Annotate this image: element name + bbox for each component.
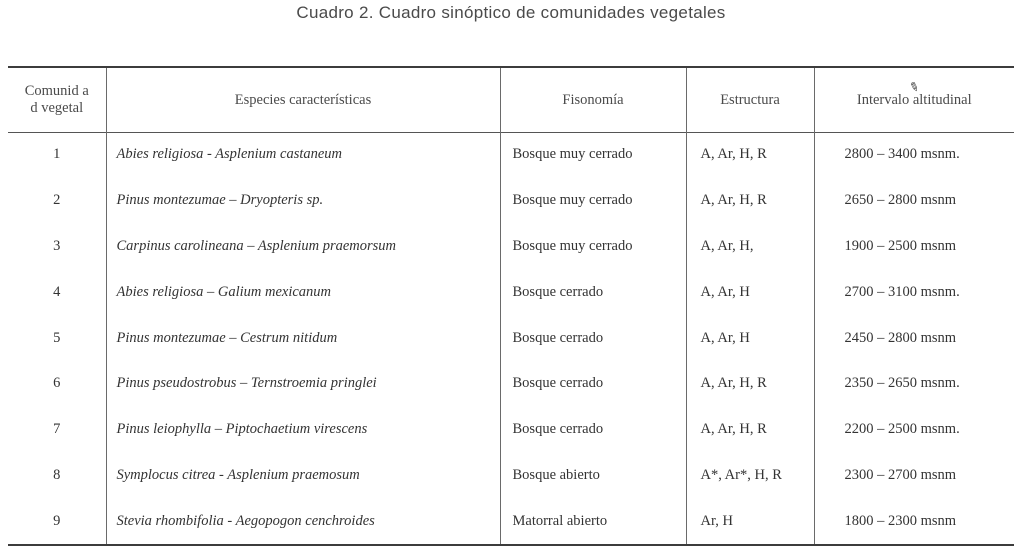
cell-fisonomia: Bosque cerrado bbox=[500, 407, 686, 453]
cell-num: 5 bbox=[53, 329, 61, 346]
cell-estructura: A, Ar, H bbox=[686, 269, 814, 315]
cell-fisonomia: Matorral abierto bbox=[500, 498, 686, 544]
cell-num: 7 bbox=[53, 421, 61, 438]
table-row bbox=[8, 315, 1014, 361]
cell-fisonomia: Bosque muy cerrado bbox=[500, 224, 686, 270]
cell-estructura: A, Ar, H, bbox=[686, 224, 814, 270]
header-fisonomia: Fisonomía bbox=[500, 68, 686, 132]
cell-especies: Pinus leiophylla – Piptochaetium virescens bbox=[106, 407, 500, 453]
cell-num: 1 bbox=[53, 146, 61, 163]
cell-intervalo: 2650 – 2800 msnm bbox=[814, 178, 1014, 224]
table-row bbox=[8, 178, 1014, 224]
header-intervalo: Intervalo altitudinal bbox=[814, 68, 1014, 132]
cell-intervalo: 2450 – 2800 msnm bbox=[814, 315, 1014, 361]
cell-fisonomia: Bosque cerrado bbox=[500, 315, 686, 361]
cell-intervalo: 1800 – 2300 msnm bbox=[814, 498, 1014, 544]
cell-intervalo: 1900 – 2500 msnm bbox=[814, 224, 1014, 270]
cell-fisonomia: Bosque muy cerrado bbox=[500, 132, 686, 178]
table-row bbox=[8, 498, 1014, 544]
cell-estructura: A, Ar, H, R bbox=[686, 132, 814, 178]
cell-intervalo: 2700 – 3100 msnm. bbox=[814, 269, 1014, 315]
cell-num: 8 bbox=[53, 466, 61, 483]
cell-especies: Pinus pseudostrobus – Ternstroemia pringlei bbox=[106, 361, 500, 407]
cell-especies: Pinus montezumae – Cestrum nitidum bbox=[106, 315, 500, 361]
cell-especies: Stevia rhombifolia - Aegopogon cenchroides bbox=[106, 498, 500, 544]
cell-fisonomia: Bosque muy cerrado bbox=[500, 178, 686, 224]
header-estructura: Estructura bbox=[686, 68, 814, 132]
cell-intervalo: 2800 – 3400 msnm. bbox=[814, 132, 1014, 178]
cell-especies: Abies religiosa - Asplenium castaneum bbox=[106, 132, 500, 178]
cell-especies: Carpinus carolineana – Asplenium praemorsum bbox=[106, 224, 500, 270]
cell-estructura: Ar, H bbox=[686, 498, 814, 544]
vegetation-table bbox=[8, 68, 1014, 544]
cell-estructura: A, Ar, H, R bbox=[686, 178, 814, 224]
bottom-rule bbox=[8, 544, 1014, 546]
table-row bbox=[8, 407, 1014, 453]
table-row bbox=[8, 224, 1014, 270]
table-row bbox=[8, 132, 1014, 178]
cell-especies: Symplocus citrea - Asplenium praemosum bbox=[106, 453, 500, 499]
table-row bbox=[8, 453, 1014, 499]
cell-intervalo: 2350 – 2650 msnm. bbox=[814, 361, 1014, 407]
header-especies: Especies características bbox=[106, 68, 500, 132]
cell-estructura: A*, Ar*, H, R bbox=[686, 453, 814, 499]
table-header-row bbox=[8, 68, 1014, 132]
cell-fisonomia: Bosque cerrado bbox=[500, 361, 686, 407]
cell-estructura: A, Ar, H, R bbox=[686, 407, 814, 453]
header-comunidad: Comunid ad vegetal bbox=[24, 83, 89, 116]
cell-intervalo: 2300 – 2700 msnm bbox=[814, 453, 1014, 499]
cell-estructura: A, Ar, H bbox=[686, 315, 814, 361]
cell-fisonomia: Bosque cerrado bbox=[500, 269, 686, 315]
table-row bbox=[8, 269, 1014, 315]
table-caption: Cuadro 2. Cuadro sinóptico de comunidades vegetales bbox=[296, 3, 726, 22]
cell-estructura: A, Ar, H, R bbox=[686, 361, 814, 407]
pen-mark-icon: ✎ bbox=[907, 78, 922, 96]
cell-num: 4 bbox=[53, 283, 61, 300]
cell-num: 6 bbox=[53, 375, 61, 392]
cell-fisonomia: Bosque abierto bbox=[500, 453, 686, 499]
cell-intervalo: 2200 – 2500 msnm. bbox=[814, 407, 1014, 453]
cell-num: 9 bbox=[53, 512, 61, 529]
cell-especies: Abies religiosa – Galium mexicanum bbox=[106, 269, 500, 315]
table-row bbox=[8, 361, 1014, 407]
cell-especies: Pinus montezumae – Dryopteris sp. bbox=[106, 178, 500, 224]
cell-num: 3 bbox=[53, 237, 61, 254]
cell-num: 2 bbox=[53, 192, 61, 209]
